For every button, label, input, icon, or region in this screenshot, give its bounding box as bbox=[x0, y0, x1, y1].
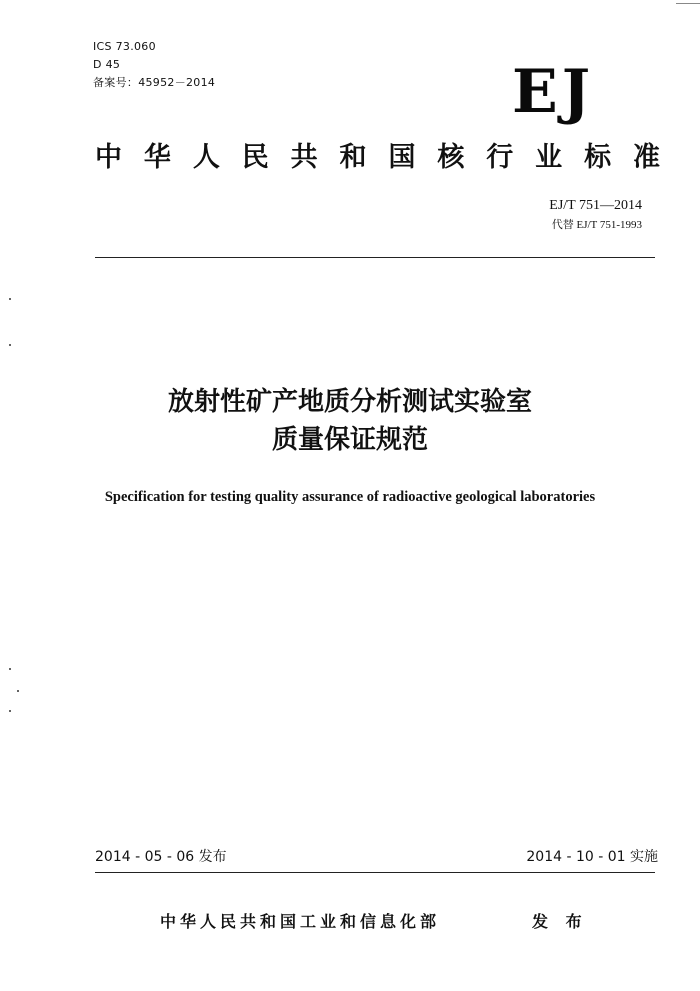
standard-category-char: 标 bbox=[584, 142, 612, 173]
classification-block bbox=[93, 38, 215, 92]
standard-category-char: 中 bbox=[95, 142, 122, 173]
standard-number: EJ/T 751—2014 bbox=[549, 198, 642, 213]
scan-speck bbox=[17, 690, 19, 692]
standard-category-char: 准 bbox=[632, 142, 660, 173]
standard-category-char: 和 bbox=[339, 142, 367, 173]
ics-code: ICS 73.060 bbox=[93, 40, 156, 53]
standard-category-char: 行 bbox=[486, 142, 514, 173]
implementation-date: 2014 - 10 - 01 实施 bbox=[526, 849, 658, 865]
document-title-english: Specification for testing quality assurance of radioactive geological laboratories bbox=[104, 489, 596, 505]
title-line-2: 质量保证规范 bbox=[271, 425, 428, 455]
issuing-authority: 中华人民共和国工业和信息化部 bbox=[160, 912, 441, 931]
scan-speck bbox=[9, 668, 11, 670]
standard-category-char: 人 bbox=[192, 142, 220, 173]
standard-code-block bbox=[549, 196, 642, 234]
standard-category-char: 业 bbox=[535, 142, 563, 173]
scan-speck bbox=[9, 344, 11, 346]
top-divider bbox=[95, 257, 655, 258]
replaces-standard: 代替 EJ/T 751-1993 bbox=[551, 219, 642, 231]
standard-category-title bbox=[95, 140, 660, 176]
standard-category-char: 核 bbox=[437, 142, 465, 173]
standard-category-char: 国 bbox=[388, 142, 416, 173]
scan-corner-mark bbox=[676, 3, 700, 4]
scan-speck bbox=[9, 298, 11, 300]
standard-category-char: 华 bbox=[143, 142, 171, 173]
bottom-divider bbox=[95, 872, 655, 873]
document-title-chinese bbox=[0, 383, 700, 459]
issue-date: 2014 - 05 - 06 发布 bbox=[95, 849, 227, 865]
filing-number: 备案号：45952－2014 bbox=[93, 76, 216, 89]
ej-logo: EJ bbox=[512, 57, 595, 127]
scan-speck bbox=[9, 710, 11, 712]
ccs-code: D 45 bbox=[93, 58, 121, 71]
title-line-1: 放射性矿产地质分析测试实验室 bbox=[167, 387, 532, 417]
standard-category-char: 民 bbox=[241, 142, 269, 173]
issue-label: 发 布 bbox=[532, 912, 588, 931]
standard-category-char: 共 bbox=[290, 142, 318, 173]
